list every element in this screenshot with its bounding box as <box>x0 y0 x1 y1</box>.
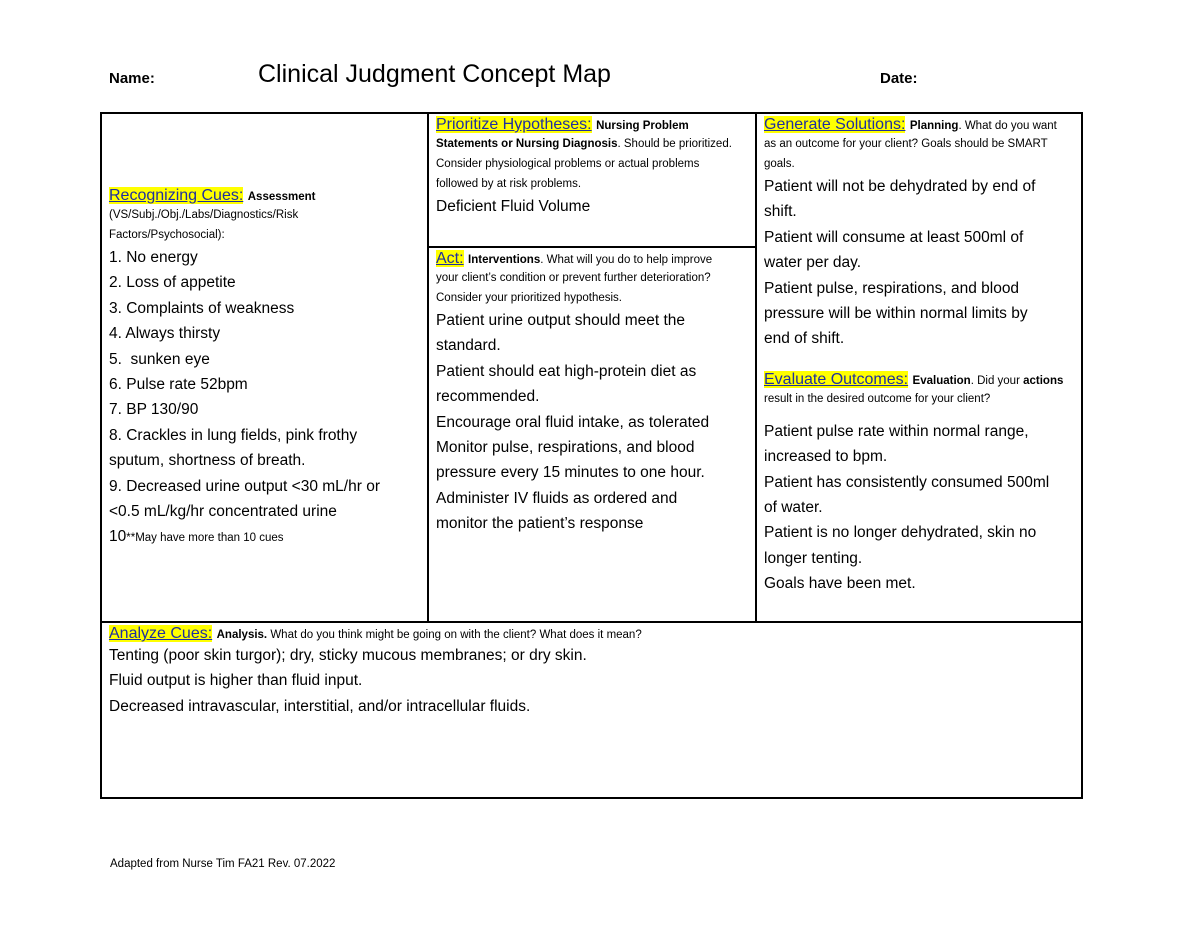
analyze-body-line: Tenting (poor skin turgor); dry, sticky mucous membranes; or dry skin. <box>109 647 587 664</box>
evaluate-body-line: Patient pulse rate within normal range, <box>764 422 1029 440</box>
prioritize-hypotheses-cell <box>436 116 754 219</box>
evaluate-desc-bold: actions <box>1023 374 1064 387</box>
act-body-line: Patient should eat high-protein diet as <box>436 362 697 380</box>
cue-item: 1. No energy <box>109 249 198 266</box>
analyze-body-line: Decreased intravascular, interstitial, and/or intracellular fluids. <box>109 697 531 715</box>
evaluate-heading: Evaluate Outcomes: <box>764 370 909 388</box>
act-body-line: recommended. <box>436 388 540 406</box>
generate-body-line: pressure will be within normal limits by <box>764 305 1028 323</box>
act-body-line: Administer IV fluids as ordered and <box>436 489 678 507</box>
cue-note: **May have more than 10 cues <box>126 532 284 545</box>
analyze-heading: Analyze Cues: <box>109 625 213 642</box>
row-divider-bottom <box>102 621 1081 623</box>
prioritize-desc-line: Consider physiological problems or actual problems <box>436 158 700 170</box>
cue-item: <0.5 mL/kg/hr concentrated urine <box>109 503 337 521</box>
generate-desc-line: goals. <box>764 158 795 170</box>
prioritize-desc-line: followed by at risk problems. <box>436 178 582 190</box>
column-divider-1 <box>427 114 429 623</box>
date-label: Date: <box>880 70 918 87</box>
prioritize-subheading: Nursing Problem <box>596 120 689 132</box>
concept-map-table <box>100 112 1083 799</box>
act-desc-line: Consider your prioritized hypothesis. <box>436 292 623 304</box>
analyze-subheading: Analysis. <box>216 629 268 641</box>
evaluate-body-line: longer tenting. <box>764 549 863 567</box>
analyze-desc: What do you think might be going on with the client? What does it mean? <box>267 629 642 641</box>
footer-note: Adapted from Nurse Tim FA21 Rev. 07.2022 <box>110 858 336 870</box>
analyze-cues-cell <box>109 625 1069 719</box>
act-body-line: Patient urine output should meet the <box>436 312 686 329</box>
generate-heading: Generate Solutions: <box>764 116 906 133</box>
evaluate-body-line: of water. <box>764 499 823 517</box>
act-body-line: pressure every 15 minutes to one hour. <box>436 464 705 482</box>
recognizing-desc-1: (VS/Subj./Obj./Labs/Diagnostics/Risk <box>109 209 299 221</box>
page-title: Clinical Judgment Concept Map <box>258 60 611 88</box>
act-cell <box>436 250 754 537</box>
cue-item: 3. Complaints of weakness <box>109 299 295 317</box>
act-body-line: monitor the patient’s response <box>436 515 644 533</box>
column-divider-2 <box>755 114 757 623</box>
act-body-line: Encourage oral fluid intake, as tolerated <box>436 413 710 431</box>
analyze-body-line: Fluid output is higher than fluid input. <box>109 672 363 690</box>
generate-body-line: end of shift. <box>764 330 845 348</box>
name-label: Name: <box>109 70 155 87</box>
act-desc-first: . What will you do to help improve <box>540 254 713 266</box>
evaluate-desc-line: result in the desired outcome for your client? <box>764 392 991 405</box>
act-heading: Act: <box>436 250 464 267</box>
generate-body-line: water per day. <box>764 254 862 272</box>
recognizing-cues-heading: Recognizing Cues: <box>109 187 244 204</box>
generate-subheading: Planning <box>909 120 959 132</box>
recognizing-cues-cell <box>109 187 427 552</box>
act-body-line: standard. <box>436 337 501 355</box>
generate-desc-first: . What do you want <box>958 120 1057 132</box>
prioritize-desc-rest: . Should be prioritized. <box>617 138 732 150</box>
generate-desc-line: as an outcome for your client? Goals should be SMART <box>764 138 1048 150</box>
act-body-line: Monitor pulse, respirations, and blood <box>436 439 695 457</box>
evaluate-outcomes-section <box>764 371 1080 389</box>
cue-item: 5. sunken eye <box>109 350 210 368</box>
generate-solutions-cell <box>764 116 1080 597</box>
row-divider-middle <box>429 246 755 248</box>
cue-item: 7. BP 130/90 <box>109 401 199 419</box>
prioritize-body-line: Deficient Fluid Volume <box>436 198 591 215</box>
evaluate-body-line: Patient is no longer dehydrated, skin no <box>764 524 1037 542</box>
evaluate-body-line: increased to bpm. <box>764 448 888 466</box>
recognizing-cues-subheading: Assessment <box>247 191 316 203</box>
generate-body-line: Patient will not be dehydrated by end of <box>764 178 1036 195</box>
cue-item: 4. Always thirsty <box>109 325 221 343</box>
recognizing-desc-2: Factors/Psychosocial): <box>109 229 225 241</box>
prioritize-desc-bold: Statements or Nursing Diagnosis <box>436 138 618 150</box>
cue-item: 6. Pulse rate 52bpm <box>109 376 248 394</box>
evaluate-subheading: Evaluation <box>912 374 971 387</box>
prioritize-heading: Prioritize Hypotheses: <box>436 116 592 133</box>
act-desc-line: your client’s condition or prevent further deterioration? <box>436 272 711 284</box>
act-subheading: Interventions <box>468 254 541 266</box>
cue-item: 9. Decreased urine output <30 mL/hr or <box>109 477 380 495</box>
cue-item: sputum, shortness of breath. <box>109 452 306 470</box>
evaluate-desc-first: . Did your <box>970 374 1024 387</box>
generate-body-line: Patient pulse, respirations, and blood <box>764 279 1020 297</box>
evaluate-body-line: Goals have been met. <box>764 575 916 593</box>
cue-item-number: 10 <box>109 528 127 546</box>
cue-item: 2. Loss of appetite <box>109 274 236 292</box>
evaluate-body-line: Patient has consistently consumed 500ml <box>764 473 1050 491</box>
generate-body-line: shift. <box>764 203 797 221</box>
cue-item: 8. Crackles in lung fields, pink frothy <box>109 426 358 444</box>
generate-body-line: Patient will consume at least 500ml of <box>764 228 1024 246</box>
